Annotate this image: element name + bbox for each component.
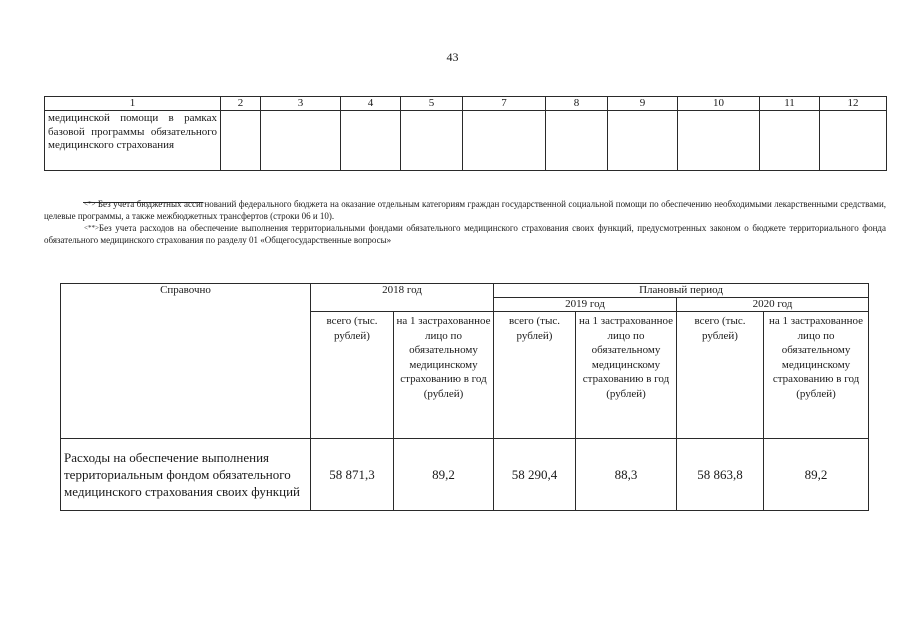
column-number: 4: [341, 97, 401, 111]
total-column-header: всего (тыс. рублей): [494, 312, 576, 439]
empty-cell: [341, 111, 401, 171]
empty-cell: [608, 111, 678, 171]
header-row: [61, 284, 869, 298]
year-2018-header: 2018 год: [311, 284, 494, 312]
empty-cell: [463, 111, 546, 171]
value-2020-total: 58 863,8: [677, 439, 764, 511]
empty-cell: [760, 111, 820, 171]
column-number: 9: [608, 97, 678, 111]
year-2019-header: 2019 год: [494, 298, 677, 312]
column-number: 10: [678, 97, 760, 111]
footnote: [44, 222, 886, 246]
reference-title: Справочно: [61, 284, 311, 439]
continuation-table: [44, 96, 887, 171]
empty-cell: [678, 111, 760, 171]
year-2020-header: 2020 год: [677, 298, 869, 312]
table-row: [61, 439, 869, 511]
empty-cell: [820, 111, 887, 171]
total-column-header: всего (тыс. рублей): [311, 312, 394, 439]
column-number: 7: [463, 97, 546, 111]
column-number: 8: [546, 97, 608, 111]
empty-cell: [401, 111, 463, 171]
planned-period-header: Плановый период: [494, 284, 869, 298]
column-number: 1: [45, 97, 221, 111]
value-2018-total: 58 871,3: [311, 439, 394, 511]
value-2019-total: 58 290,4: [494, 439, 576, 511]
footnote: [44, 198, 886, 222]
footnote-mark: <*>: [84, 200, 96, 208]
footnotes: [44, 198, 886, 246]
empty-cell: [546, 111, 608, 171]
column-number: 11: [760, 97, 820, 111]
table-row: [45, 111, 887, 171]
page-number: 43: [446, 50, 459, 64]
column-number: 5: [401, 97, 463, 111]
total-column-header: всего (тыс. рублей): [677, 312, 764, 439]
value-2020-per-person: 89,2: [764, 439, 869, 511]
empty-cell: [261, 111, 341, 171]
footnote-text: Без учета бюджетных ассигнований федерального бюджета на оказание отдельным категориям граждан государственной социальной помощи по обеспечению необходимыми лекарственными средствами, целевые программы, а также межбюджетных трансфертов (строки 06 и 10).: [44, 199, 887, 221]
per-person-column-header: на 1 застрахованное лицо по обязательному медицинскому страхованию в год (рублей): [394, 312, 494, 439]
value-2018-per-person: 89,2: [394, 439, 494, 511]
per-person-column-header: на 1 застрахованное лицо по обязательному медицинскому страхованию в год (рублей): [764, 312, 869, 439]
per-person-column-header: на 1 застрахованное лицо по обязательному медицинскому страхованию в год (рублей): [576, 312, 677, 439]
footnote-text: Без учета расходов на обеспечение выполнения территориальными фондами обязательного медицинского страхования своих функций, предусмотренных законом о бюджете территориального фонда обязательного медицинского страхования по разделу 01 «Общегосударственные вопросы»: [44, 223, 886, 245]
row-label: Расходы на обеспечение выполнения территориальным фондом обязательного медицинского страхования своих функций: [61, 439, 311, 511]
reference-table: [60, 283, 869, 511]
column-number: 3: [261, 97, 341, 111]
footnote-mark: <**>: [84, 224, 99, 232]
column-number: 2: [221, 97, 261, 111]
empty-cell: [221, 111, 261, 171]
value-2019-per-person: 88,3: [576, 439, 677, 511]
column-number: 12: [820, 97, 887, 111]
row-label: медицинской помощи в рамках базовой программы обязательного медицинского страхования: [45, 111, 221, 171]
column-number-row: [45, 97, 887, 111]
